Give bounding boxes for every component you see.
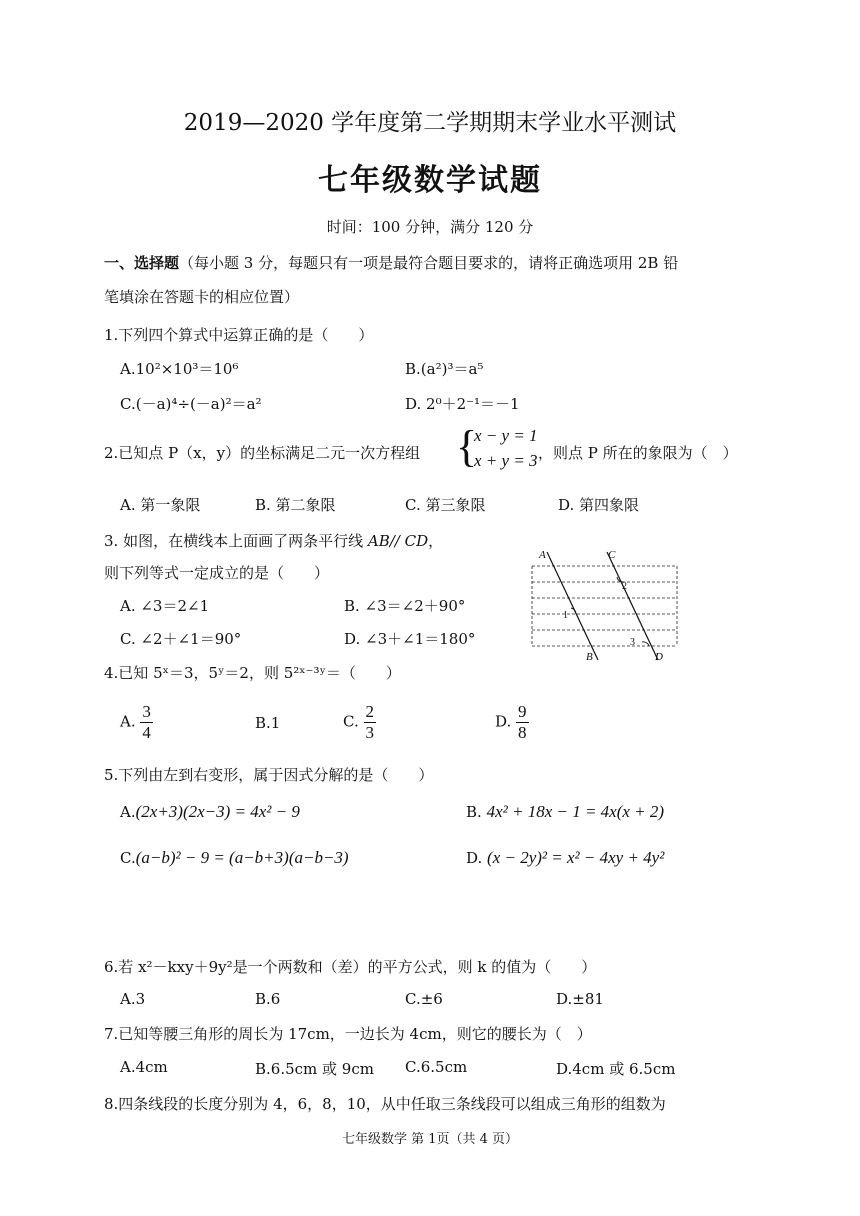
q3-angle1-label: 1 — [563, 610, 568, 621]
q4-c-denominator: 3 — [365, 723, 374, 742]
q6-option-b: B.6 — [255, 990, 281, 1008]
q3-label-a: A — [539, 549, 546, 561]
q3-label-d: D — [655, 651, 663, 663]
q2-stem-post: ，则点 P 所在的象限为（ ） — [538, 444, 738, 462]
section1-instruction: （每小题 3 分，每题只有一项是最符合题目要求的，请将正确选项用 2B 铅 — [179, 254, 679, 272]
q2-option-b: B. 第二象限 — [255, 496, 336, 514]
q4-option-a-label: A. — [120, 712, 136, 731]
q5-option-a — [120, 802, 300, 822]
exam-title: 2019—2020 学年度第二学期期末学业水平测试 — [183, 110, 677, 136]
q3-stem-text: 3. 如图，在横线本上面画了两条平行线 — [104, 532, 368, 550]
q1-option-a: A.10²×10³＝10⁶ — [120, 360, 239, 378]
q4-a-denominator: 4 — [142, 723, 151, 742]
section1-instruction-line2: 笔填涂在答题卡的相应位置） — [104, 288, 300, 306]
q6-option-c: C.±6 — [405, 990, 443, 1008]
q3-option-a: A. ∠3＝2∠1 — [120, 597, 210, 615]
q4-c-numerator: 2 — [365, 702, 374, 721]
q5-option-d-label: D. — [466, 849, 483, 867]
q4-option-c — [343, 702, 376, 743]
q3-angle3-label: 3 — [630, 637, 635, 648]
q3-parallel-lines: AB// CD — [367, 532, 429, 550]
q3-line-ab — [547, 552, 598, 660]
q7-option-b: B.6.5cm 或 9cm — [255, 1060, 374, 1078]
q5-option-b — [466, 802, 664, 822]
q2-equation-1: x − y = 1 — [474, 426, 538, 445]
q1-stem: 1.下列四个算式中运算正确的是（ ） — [104, 326, 374, 344]
q2-equation-2: x + y = 3 — [474, 451, 538, 470]
q5-option-c — [120, 848, 349, 868]
q4-d-denominator: 8 — [518, 723, 527, 742]
q1-option-b: B.(a²)³＝a⁵ — [405, 360, 484, 378]
q3-angle3-arc — [642, 642, 649, 646]
q4-option-a-fraction — [140, 702, 153, 743]
q5-option-a-label: A. — [120, 803, 136, 821]
q4-option-d-label: D. — [495, 712, 512, 731]
q2-option-a: A. 第一象限 — [120, 496, 201, 514]
q1-option-d: D. 2⁰＋2⁻¹＝－1 — [405, 395, 520, 413]
q8-stem: 8.四条线段的长度分别为 4，6，8，10，从中任取三条线段可以组成三角形的组数为 — [104, 1095, 666, 1113]
q3-label-b: B — [586, 651, 593, 663]
section1-line1 — [104, 252, 678, 273]
q4-d-numerator: 9 — [518, 702, 527, 721]
q7-option-d: D.4cm 或 6.5cm — [556, 1060, 676, 1078]
q6-option-d: D.±81 — [556, 990, 604, 1008]
q3-option-b: B. ∠3＝∠2＋90° — [344, 597, 466, 615]
q2-stem-pre: 2.已知点 P（x，y）的坐标满足二元一次方程组 — [104, 444, 421, 462]
q7-option-c: C.6.5cm — [405, 1058, 468, 1076]
q4-option-a — [120, 702, 153, 743]
q5-option-d — [466, 848, 664, 868]
q5-option-a-expr: (2x+3)(2x−3) = 4x² − 9 — [135, 802, 300, 821]
q5-option-c-expr: (a−b)² − 9 = (a−b+3)(a−b−3) — [135, 848, 349, 867]
q1-option-c: C.(－a)⁴÷(－a)²＝a² — [120, 395, 262, 413]
q7-option-a: A.4cm — [120, 1058, 168, 1076]
q3-stem-line1 — [104, 530, 443, 551]
q2-option-d: D. 第四象限 — [558, 496, 640, 514]
q5-option-b-expr: 4x² + 18x − 1 = 4x(x + 2) — [486, 802, 665, 821]
time-info: 时间：100 分钟，满分 120 分 — [326, 218, 534, 236]
page-footer: 七年级数学 第 1页（共 4 页） — [341, 1132, 519, 1147]
q7-stem: 7.已知等腰三角形的周长为 17cm，一边长为 4cm，则它的腰长为（ ） — [104, 1025, 592, 1043]
q4-option-b: B.1 — [255, 714, 281, 732]
q2-option-c: C. 第三象限 — [405, 496, 486, 514]
q4-option-c-fraction — [364, 702, 377, 743]
q4-option-d — [495, 702, 529, 743]
subject-title: 七年级数学试题 — [318, 163, 542, 198]
q3-stem-line2: 则下列等式一定成立的是（ ） — [104, 564, 330, 582]
q6-option-a: A.3 — [120, 990, 146, 1008]
q5-option-d-expr: (x − 2y)² = x² − 4xy + 4y² — [487, 848, 665, 867]
q2-brace: { — [456, 422, 478, 471]
q4-stem: 4.已知 5ˣ＝3，5ʸ＝2，则 5²ˣ⁻³ʸ＝（ ） — [104, 664, 401, 682]
q5-option-c-label: C. — [120, 849, 136, 867]
q3-label-c: C — [608, 549, 616, 561]
q4-option-d-fraction — [516, 702, 529, 743]
q4-option-c-label: C. — [343, 712, 359, 731]
q3-ruled-lines — [532, 566, 677, 646]
q5-option-b-label: B. — [466, 803, 482, 821]
q5-stem: 5.下列由左到右变形，属于因式分解的是（ ） — [104, 766, 434, 784]
q3-option-d: D. ∠3＋∠1＝180° — [344, 630, 476, 648]
q3-option-c: C. ∠2＋∠1＝90° — [120, 630, 242, 648]
q3-angle2-label: 2 — [622, 581, 627, 592]
q4-a-numerator: 3 — [142, 702, 151, 721]
q3-stem-comma: ， — [428, 532, 444, 550]
q3-figure — [525, 546, 685, 666]
q6-stem: 6.若 x²－kxy＋9y²是一个两数和（差）的平方公式，则 k 的值为（ ） — [104, 958, 597, 976]
section1-label: 一、选择题 — [104, 254, 180, 272]
